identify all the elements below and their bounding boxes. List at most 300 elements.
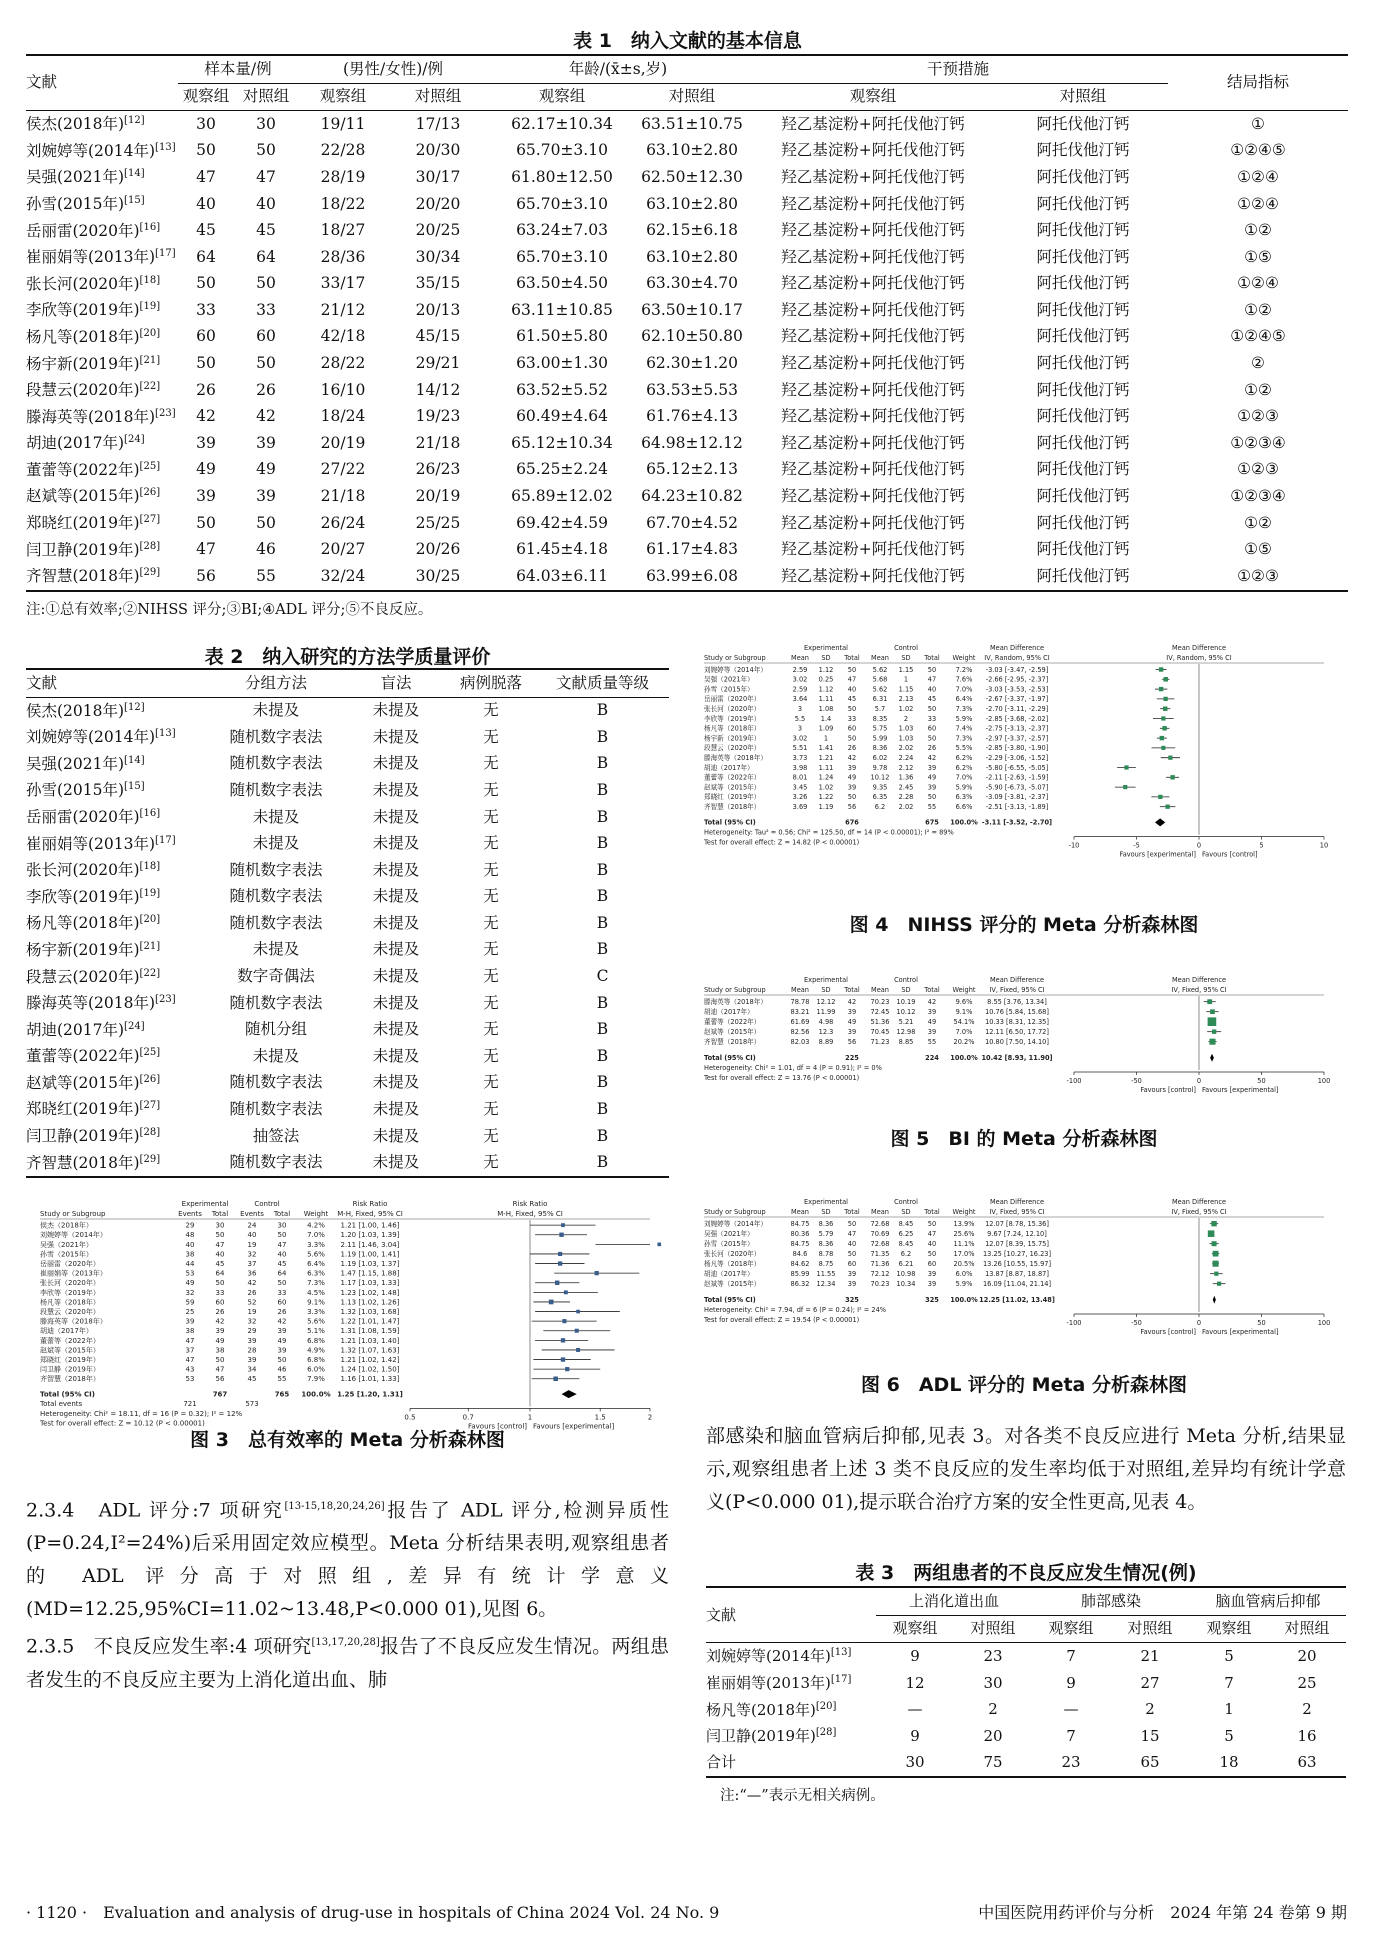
study-value: 5.62: [872, 665, 888, 674]
study-value: 50: [927, 1220, 937, 1228]
study-weight: 20.5%: [953, 1260, 975, 1268]
t2-h-study: 文献: [26, 673, 58, 692]
study-value: 39: [847, 1028, 857, 1036]
total-label: 合计: [706, 1753, 737, 1772]
study-cell: 董蕾等(2022年)[25]: [26, 1047, 161, 1066]
study-value: 36: [247, 1269, 257, 1278]
study-value: 12.98: [896, 1028, 916, 1036]
study-ci-text: 1.32 [1.07, 1.63]: [340, 1346, 400, 1355]
para-adl: [26, 1490, 669, 1626]
study-point: [1212, 1241, 1217, 1246]
study-weight: 7.0%: [955, 1028, 973, 1036]
study-name: 杨凡等(2018年): [706, 1700, 816, 1719]
cell: 23: [983, 1646, 1003, 1665]
study-name: 刘婉婷等(2014年): [26, 728, 156, 747]
study-name: 岳丽雷(2020年): [26, 808, 140, 827]
cell: 25/25: [415, 513, 461, 532]
study-weight: 4.9%: [307, 1346, 325, 1355]
study-value: 8.45: [898, 1240, 914, 1248]
cell: 61.80±12.50: [511, 167, 613, 186]
table-row: [26, 910, 669, 937]
cell: 39: [196, 433, 216, 452]
study-weight: 6.0%: [955, 1270, 973, 1278]
study-point: [657, 1243, 661, 1247]
total-diamond: [1210, 1054, 1214, 1062]
study-value: 72.68: [870, 1240, 890, 1248]
study-value: 4.98: [818, 1018, 834, 1026]
study-value: 8.36: [818, 1240, 834, 1248]
study-value: 1.03: [898, 724, 914, 733]
study-weight: 7.2%: [955, 665, 973, 674]
study-ci-text: -3.03 [-3.53, -2.53]: [985, 685, 1049, 694]
study-value: 0.25: [818, 675, 834, 684]
study-point: [1123, 785, 1127, 789]
study-weight: 6.2%: [955, 754, 973, 762]
study-weight: 6.2%: [955, 763, 973, 772]
study-value: 29: [185, 1221, 195, 1230]
header-col: Total: [844, 1208, 860, 1216]
study-cell: 李欣等(2019年)[19]: [26, 887, 161, 906]
cell: 无: [483, 887, 499, 906]
study-name: 段慧云(2020年): [26, 967, 140, 986]
study-ci-text: 8.55 [3.76, 13.34]: [987, 998, 1047, 1006]
t1-h-outcome: 结局指标: [1168, 55, 1348, 111]
study-value: 50: [927, 1250, 937, 1258]
header-plot-method: IV, Fixed, 95% CI: [1171, 986, 1227, 994]
study-ci-text: 1.24 [1.02, 1.50]: [340, 1365, 400, 1374]
study-value: 56: [215, 1375, 225, 1384]
study-point: [1212, 1029, 1216, 1033]
cell: 无: [483, 940, 499, 959]
cell: ①②④⑤: [1230, 141, 1286, 160]
total-value: 224: [925, 1054, 939, 1062]
study-value: 1.02: [818, 783, 834, 792]
study-value: 83.21: [790, 1008, 810, 1016]
study-value: 3: [797, 724, 803, 733]
study-value: 37: [247, 1260, 257, 1268]
header-weight: Weight: [952, 654, 976, 662]
study-value: 5.5: [794, 714, 806, 723]
study-value: 1.12: [818, 685, 834, 694]
t3-h-gi: 上消化道出血: [876, 1587, 1032, 1615]
cell: 18/22: [320, 194, 366, 213]
study-cell: 侯杰(2018年)[12]: [26, 115, 145, 134]
study-ci-text: 12.11 [6.50, 17.72]: [985, 1028, 1049, 1036]
total-weight: 100.0%: [950, 1296, 978, 1304]
study-cell: 杨宇新(2019年)[21]: [26, 354, 161, 373]
cell: ①②④⑤: [1230, 327, 1286, 346]
study-value: 39: [247, 1336, 257, 1345]
cell: 30: [905, 1753, 925, 1772]
study-value: 38: [215, 1346, 225, 1355]
study-label: 胡迪（2017年）: [40, 1327, 93, 1336]
study-cell: 侯杰(2018年)[12]: [26, 701, 145, 720]
study-ci-text: -2.67 [-3.37, -1.97]: [985, 695, 1049, 704]
fig6-caption: 图 6 ADL 评分的 Meta 分析森林图: [861, 1374, 1187, 1396]
study-weight: 3.3%: [307, 1240, 325, 1249]
fig5-forest-svg: [704, 970, 1344, 1110]
study-weight: 5.6%: [307, 1250, 325, 1259]
study-weight: 6.4%: [307, 1260, 325, 1268]
cell: B: [596, 1100, 609, 1119]
cell: 无: [483, 807, 499, 826]
study-ci-text: 1.21 [1.00, 1.46]: [340, 1221, 400, 1230]
study-value: 84.75: [790, 1240, 810, 1248]
table-row: [26, 751, 669, 778]
study-value: 40: [215, 1250, 225, 1259]
cell: 羟乙基淀粉+阿托伐他汀钙: [781, 221, 965, 240]
cell: 5: [1224, 1646, 1234, 1665]
study-value: 50: [215, 1231, 225, 1240]
header-effect-method: M-H, Fixed, 95% CI: [337, 1210, 403, 1218]
study-weight: 5.1%: [307, 1327, 325, 1336]
header-plot: Mean Difference: [1171, 644, 1227, 652]
header-plot-method: IV, Fixed, 95% CI: [1171, 1208, 1227, 1216]
study-point: [1217, 1282, 1221, 1286]
study-value: 38: [185, 1250, 195, 1259]
cell: 26/24: [320, 513, 366, 532]
table2: [26, 668, 669, 1178]
cell: 20/25: [415, 221, 461, 240]
cell: 未提及: [372, 1100, 420, 1119]
study-name: 董蕾等(2022年): [26, 461, 140, 480]
cell: 羟乙基淀粉+阿托伐他汀钙: [781, 114, 965, 133]
cell: 45: [196, 221, 216, 240]
study-value: 2: [903, 714, 909, 723]
cell: 61.50±5.80: [516, 327, 608, 346]
study-point: [1163, 706, 1167, 710]
cell: 64.23±10.82: [641, 487, 743, 506]
cell: ①②: [1244, 221, 1272, 240]
cell: 随机分组: [244, 1020, 307, 1039]
study-label: 李欣等（2019年）: [704, 714, 761, 723]
x-tick-label: 0: [1196, 1077, 1202, 1085]
table-row: [26, 563, 1348, 591]
cell: 无: [483, 1100, 499, 1119]
study-cell: 闫卫静(2019年)[28]: [706, 1727, 837, 1746]
cell: 阿托伐他汀钙: [1036, 274, 1130, 293]
study-value: 12.34: [816, 1280, 836, 1288]
table-row: [26, 857, 669, 884]
t1-h-obs: 观察组: [298, 83, 388, 111]
study-value: 60: [927, 1260, 937, 1268]
total-value: 325: [925, 1296, 939, 1304]
cell: B: [596, 780, 609, 799]
study-value: 49: [185, 1279, 195, 1288]
table-row: [26, 351, 1348, 378]
cell: 未提及: [372, 1126, 420, 1145]
study-label: 孙雪（2015年）: [40, 1250, 93, 1259]
study-label: 段慧云（2020年）: [40, 1308, 100, 1316]
cell: 5: [1224, 1726, 1234, 1745]
cell: 27/22: [320, 460, 366, 479]
study-value: 39: [927, 763, 937, 772]
study-label: 孙雪（2015年）: [704, 685, 754, 694]
cell: B: [596, 727, 609, 746]
study-label: 闫卫静（2019年）: [40, 1365, 100, 1374]
study-value: 37: [185, 1346, 195, 1355]
table-row: [26, 724, 669, 751]
cell: 2: [1302, 1700, 1312, 1719]
study-ci-text: -2.75 [-3.13, -2.37]: [985, 724, 1049, 733]
x-tick-label: 0.5: [404, 1413, 416, 1422]
study-point: [1209, 1039, 1215, 1045]
x-tick-label: -100: [1066, 1319, 1082, 1327]
t1-h-ctl: 对照组: [998, 83, 1168, 111]
study-point: [1214, 1272, 1218, 1276]
study-point: [561, 1338, 565, 1342]
cell: 未提及: [252, 940, 300, 959]
study-cell: 段慧云(2020年)[22]: [26, 967, 161, 986]
x-tick-label: 0: [1196, 841, 1202, 850]
study-value: 3.73: [792, 754, 808, 762]
table3-body: [706, 1643, 1346, 1777]
study-label: 张长河（2020年）: [40, 1279, 100, 1288]
cell: ①: [1251, 114, 1265, 133]
study-value: 45: [215, 1260, 225, 1268]
study-value: 2.28: [898, 793, 914, 802]
study-value: 64: [277, 1269, 287, 1278]
study-value: 85.99: [790, 1270, 810, 1278]
cell: 无: [483, 993, 499, 1012]
study-value: 3: [797, 705, 803, 713]
header-effect-method: IV, Fixed, 95% CI: [989, 986, 1045, 994]
cell: 63.53±5.53: [646, 380, 738, 399]
cell: 47: [196, 540, 216, 559]
cell: 随机数字表法: [229, 1100, 323, 1119]
study-value: 50: [927, 705, 937, 713]
table-row: [26, 537, 1348, 564]
header-plot: Mean Difference: [1171, 1198, 1227, 1206]
cell: 21/18: [320, 487, 366, 506]
study-label: 齐智慧（2018年）: [704, 803, 761, 811]
cell: 15: [1140, 1726, 1160, 1745]
body-text-left: [26, 1490, 669, 1697]
study-value: 26: [847, 744, 857, 753]
cell: 阿托伐他汀钙: [1036, 513, 1130, 532]
cell: 50: [256, 274, 276, 293]
study-value: 2.59: [792, 665, 808, 674]
study-value: 8.78: [818, 1250, 834, 1258]
study-value: 6.21: [898, 1260, 914, 1268]
study-value: 1.24: [818, 773, 834, 782]
cell: 50: [196, 274, 216, 293]
cell: 羟乙基淀粉+阿托伐他汀钙: [781, 513, 965, 532]
header-study: Study or Subgroup: [704, 654, 766, 662]
study-value: 1.11: [818, 763, 834, 772]
cell: B: [596, 1126, 609, 1145]
study-value: 40: [927, 1240, 937, 1248]
study-point: [595, 1271, 599, 1275]
study-value: 2.24: [898, 754, 914, 762]
cell: 9: [910, 1646, 920, 1665]
table-row: [26, 990, 669, 1017]
x-tick-label: 0.7: [462, 1413, 474, 1422]
study-value: 1.08: [818, 705, 834, 713]
t3-h-obs: 观察组: [1032, 1615, 1110, 1643]
study-value: 1.15: [898, 665, 914, 674]
study-value: 78.78: [790, 998, 810, 1006]
cell: B: [596, 1020, 609, 1039]
study-ref: 21: [143, 940, 157, 952]
cell: 未提及: [372, 701, 420, 720]
para-adverse-ref: [13,17,20,28]: [311, 1637, 380, 1649]
study-ci-text: -2.11 [-2.63, -1.59]: [985, 773, 1049, 782]
study-ci-text: 1.47 [1.15, 1.88]: [340, 1269, 400, 1278]
t3-h-ctl: 对照组: [1268, 1615, 1346, 1643]
study-name: 张长河(2020年): [26, 274, 140, 293]
cell: 20: [983, 1726, 1003, 1745]
study-weight: 5.6%: [307, 1317, 325, 1326]
cell: 65.12±2.13: [646, 460, 738, 479]
header-col: Total: [844, 654, 860, 662]
cell: 羟乙基淀粉+阿托伐他汀钙: [781, 354, 965, 373]
cell: B: [596, 701, 609, 720]
study-value: 39: [847, 1008, 857, 1016]
study-label: 郑晓红（2019年）: [704, 793, 761, 802]
header-control: Control: [894, 1198, 918, 1206]
table-row: [26, 831, 669, 858]
study-weight: 7.3%: [955, 705, 973, 713]
study-value: 49: [277, 1336, 287, 1345]
study-value: 39: [927, 783, 937, 792]
study-ref: 15: [127, 194, 141, 206]
cell: 无: [483, 727, 499, 746]
study-name: 杨宇新(2019年): [26, 354, 140, 373]
heterogeneity-text: Heterogeneity: Chi² = 1.01, df = 4 (P = 0.91); I² = 0%: [704, 1064, 882, 1072]
study-name: 杨凡等(2018年): [26, 914, 140, 933]
study-label: 杨凡等（2018年）: [704, 724, 761, 733]
study-cell: 孙雪(2015年)[15]: [26, 194, 145, 214]
cell: 39: [196, 487, 216, 506]
para-adverse: [26, 1626, 669, 1696]
cell: 60.49±4.64: [516, 407, 608, 426]
study-name: 赵斌等(2015年): [26, 1074, 140, 1093]
header-plot: Mean Difference: [1171, 976, 1227, 984]
cell: 无: [483, 1020, 499, 1039]
study-value: 33: [277, 1288, 287, 1297]
t2-h-dropout: 病例脱落: [459, 673, 522, 692]
study-value: 60: [847, 1260, 857, 1268]
study-value: 47: [185, 1336, 195, 1345]
cell: 50: [256, 141, 276, 160]
total-events-value: 721: [183, 1400, 197, 1409]
study-weight: 6.3%: [955, 793, 973, 802]
t2-h-blind: 盲法: [380, 673, 412, 692]
header-effect: Mean Difference: [989, 976, 1045, 984]
cell: ②: [1251, 354, 1265, 373]
study-value: 40: [277, 1250, 287, 1259]
study-value: 60: [215, 1298, 225, 1307]
study-value: 1: [903, 675, 909, 684]
cell: 未提及: [372, 754, 420, 773]
cell: 63.30±4.70: [646, 274, 738, 293]
study-value: 2.12: [898, 763, 914, 772]
study-name: 李欣等(2019年): [26, 887, 140, 906]
study-point: [562, 1319, 566, 1323]
cell: 45: [256, 221, 276, 240]
study-label: 赵斌等（2015年）: [40, 1346, 100, 1355]
study-value: 50: [927, 665, 937, 674]
study-weight: 9.6%: [955, 998, 973, 1006]
study-value: 6.02: [872, 754, 888, 762]
cell: ①②: [1244, 300, 1272, 319]
study-value: 71.23: [870, 1038, 890, 1046]
header-control: Control: [894, 976, 918, 984]
study-value: 42: [847, 998, 857, 1006]
study-cell: 齐智慧(2018年)[29]: [26, 567, 161, 586]
table-row: [26, 777, 669, 804]
study-value: 1.09: [818, 724, 834, 733]
study-weight: 3.3%: [307, 1308, 325, 1316]
study-label: 侯杰（2018年）: [40, 1221, 93, 1230]
study-value: 29: [247, 1327, 257, 1336]
cell: 39: [256, 487, 276, 506]
total-diamond: [1155, 818, 1165, 826]
cell: 未提及: [372, 1020, 420, 1039]
study-value: 40: [927, 685, 937, 694]
cell: 无: [483, 754, 499, 773]
study-cell: 岳丽雷(2020年)[16]: [26, 221, 161, 240]
study-cell: 滕海英等(2018年)[23]: [26, 994, 176, 1013]
cell: 随机数字表法: [229, 754, 323, 773]
cell: 61.76±4.13: [646, 407, 738, 426]
header-plot-method: M-H, Fixed, 95% CI: [497, 1210, 563, 1218]
table-row: [26, 964, 669, 991]
cell: 63: [1297, 1753, 1317, 1772]
total-weight: 100.0%: [950, 1054, 978, 1062]
study-label: 孙雪（2015年）: [704, 1240, 754, 1248]
study-value: 8.75: [818, 1260, 834, 1268]
study-label: 滕海英等（2018年）: [704, 754, 767, 762]
total-events-value: 573: [245, 1400, 259, 1409]
cell: 羟乙基淀粉+阿托伐他汀钙: [781, 274, 965, 293]
table1-note: 注:①总有效率;②NIHSS 评分;③BI;④ADL 评分;⑤不良反应。: [26, 601, 433, 618]
study-point: [1159, 667, 1163, 671]
study-ci-text: -3.03 [-3.47, -2.59]: [985, 665, 1049, 674]
t1-h-obs: 观察组: [748, 83, 998, 111]
cell: 羟乙基淀粉+阿托伐他汀钙: [781, 566, 965, 585]
study-cell: 崔丽娟等(2013年)[17]: [26, 834, 176, 853]
study-ci-text: 1.19 [1.00, 1.41]: [340, 1250, 400, 1259]
study-ci-text: -5.80 [-6.55, -5.05]: [985, 763, 1049, 772]
cell: 20/26: [415, 540, 461, 559]
study-cell: 郑晓红(2019年)[27]: [26, 1100, 161, 1119]
x-tick-label: 1.5: [594, 1413, 606, 1422]
study-value: 33: [847, 714, 857, 723]
study-name: 闫卫静(2019年): [706, 1727, 816, 1746]
study-value: 19: [247, 1308, 257, 1316]
cell: 未提及: [372, 940, 420, 959]
study-value: 3.26: [792, 793, 808, 802]
study-value: 8.36: [818, 1220, 834, 1228]
study-ref: 12: [127, 701, 141, 713]
header-col: Total: [924, 986, 940, 994]
study-point: [555, 1281, 559, 1285]
study-value: 53: [185, 1375, 195, 1384]
cell: 63.10±2.80: [646, 247, 738, 266]
cell: 63.10±2.80: [646, 194, 738, 213]
study-value: 3.98: [792, 763, 808, 772]
table-row: [26, 404, 1348, 431]
table-row: [26, 884, 669, 911]
study-label: 崔丽娟等（2013年）: [40, 1269, 107, 1278]
heterogeneity-text: Heterogeneity: Chi² = 18.11, df = 16 (P = 0.32); I² = 12%: [40, 1409, 243, 1418]
study-point: [1208, 1230, 1215, 1237]
fig6-forest-plot: [704, 1190, 1344, 1350]
study-weight: 6.0%: [307, 1365, 325, 1374]
header-col: Total: [211, 1210, 229, 1218]
